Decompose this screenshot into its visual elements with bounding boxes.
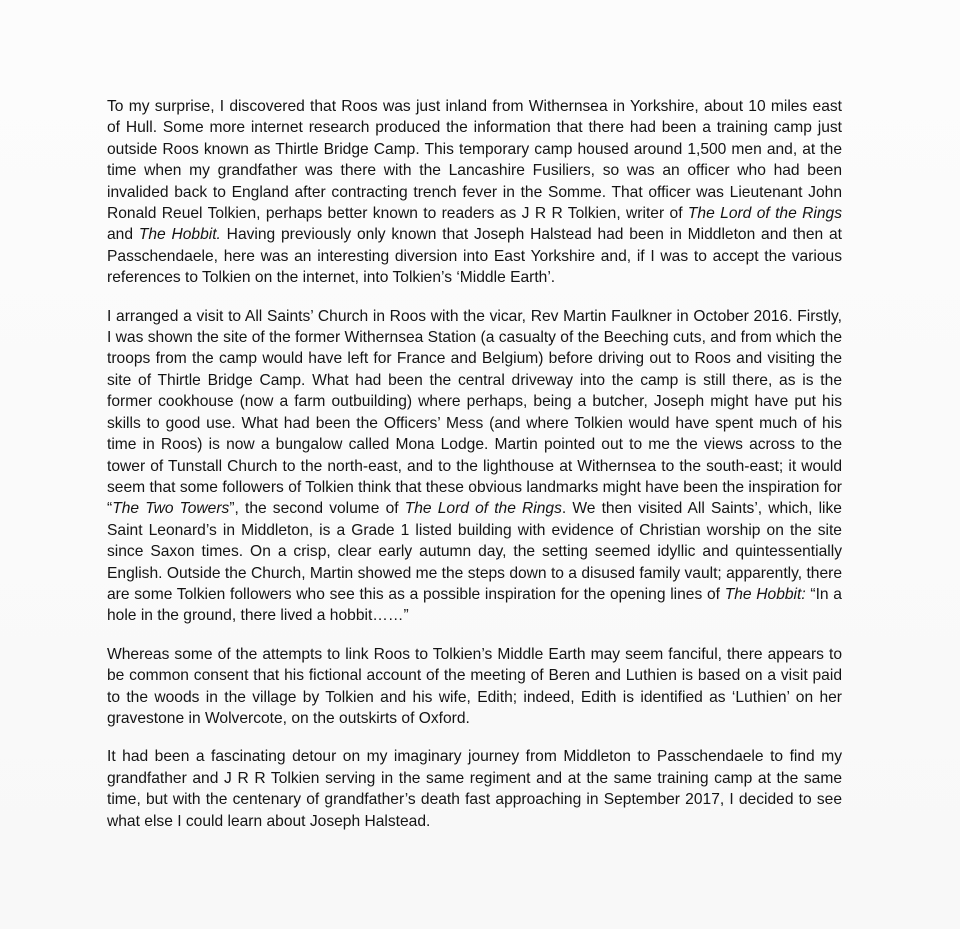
book-title-the-hobbit: The Hobbit. xyxy=(138,226,221,244)
text-segment: To my surprise, I discovered that Roos was just inland from Withernsea in Yorkshire, about 10 miles east of Hull. Some more internet research produced the information that there had been a training camp just outside Roos known as Thirtle Bridge Camp. This temporary camp housed around 1,500 men and, at the time when my grandfather was there with the Lancashire Fusiliers, so was an officer who had been invalided back to England after contracting trench fever in the Somme. That officer was Lieutenant John Ronald Reuel Tolkien, perhaps better known to readers as J R R Tolkien, writer of xyxy=(107,98,842,223)
text-segment: I arranged a visit to All Saints’ Church in Roos with the vicar, Rev Martin Faulkner in October 2016. Firstly, I was shown the site of the former Withernsea Station (a casualty of the Beeching cuts, and from which the troops from the camp would have left for France and Belgium) before driving out to Roos and visiting the site of Thirtle Bridge Camp. What had been the central driveway into the camp is still there, as is the former cookhouse (now a farm outbuilding) where perhaps, being a butcher, Joseph might have put his skills to good use. What had been the Officers’ Mess (and where Tolkien would have spent much of his time in Roos) is now a bungalow called Mona Lodge. Martin pointed out to me the views across to the tower of Tunstall Church to the north-east, and to the lighthouse at Withernsea to the south-east; it would seem that some followers of Tolkien think that these obvious landmarks might have been the inspiration for “ xyxy=(107,307,843,518)
book-title-the-two-towers: The Two Towers xyxy=(112,500,230,518)
paragraph-conclusion xyxy=(107,746,842,832)
text-segment: “In a hole in the ground, there lived a hobbit……” xyxy=(107,585,842,625)
text-segment: Having previously only known that Joseph Halstead had been in Middleton and then at Passchendaele, here was an interesting diversion into East Yorkshire and, if I was to accept the various references to Tolkien on the internet, into Tolkien’s ‘Middle Earth’. xyxy=(107,226,842,287)
book-title-lord-of-the-rings: The Lord of the Rings xyxy=(404,500,562,518)
book-title-the-hobbit: The Hobbit: xyxy=(724,585,806,603)
text-segment: . We then visited All Saints’, which, like Saint Leonard’s in Middleton, is a Grade 1 listed building with evidence of Christian worship on the site since Saxon times. On a crisp, clear early autumn day, the setting seemed idyllic and quintessentially English. Outside the Church, Martin showed me the steps down to a disused family vault; apparently, there are some Tolkien followers who see this as a possible inspiration for the opening lines of xyxy=(107,500,842,603)
paragraph-roos-tolkien xyxy=(107,96,842,289)
text-segment: ”, the second volume of xyxy=(229,500,405,518)
paragraph-beren-luthien xyxy=(107,644,842,730)
text-segment: and xyxy=(107,226,139,244)
text-segment: Whereas some of the attempts to link Roos to Tolkien’s Middle Earth may seem fanciful, there appears to be common consent that his fictional account of the meeting of Beren and Luthien is based on a visit paid to the woods in the village by Tolkien and his wife, Edith; indeed, Edith is identified as ‘Luthien’ on her gravestone in Wolvercote, on the outskirts of Oxford. xyxy=(107,645,842,727)
book-title-lord-of-the-rings: The Lord of the Rings xyxy=(687,205,842,223)
paragraph-church-visit xyxy=(107,306,842,627)
text-segment: It had been a fascinating detour on my imaginary journey from Middleton to Passchendaele to find my grandfather and J R R Tolkien serving in the same regiment and at the same training camp at the same time, but with the centenary of grandfather’s death fast approaching in September 2017, I decided to see what else I could learn about Joseph Halstead. xyxy=(107,748,842,830)
